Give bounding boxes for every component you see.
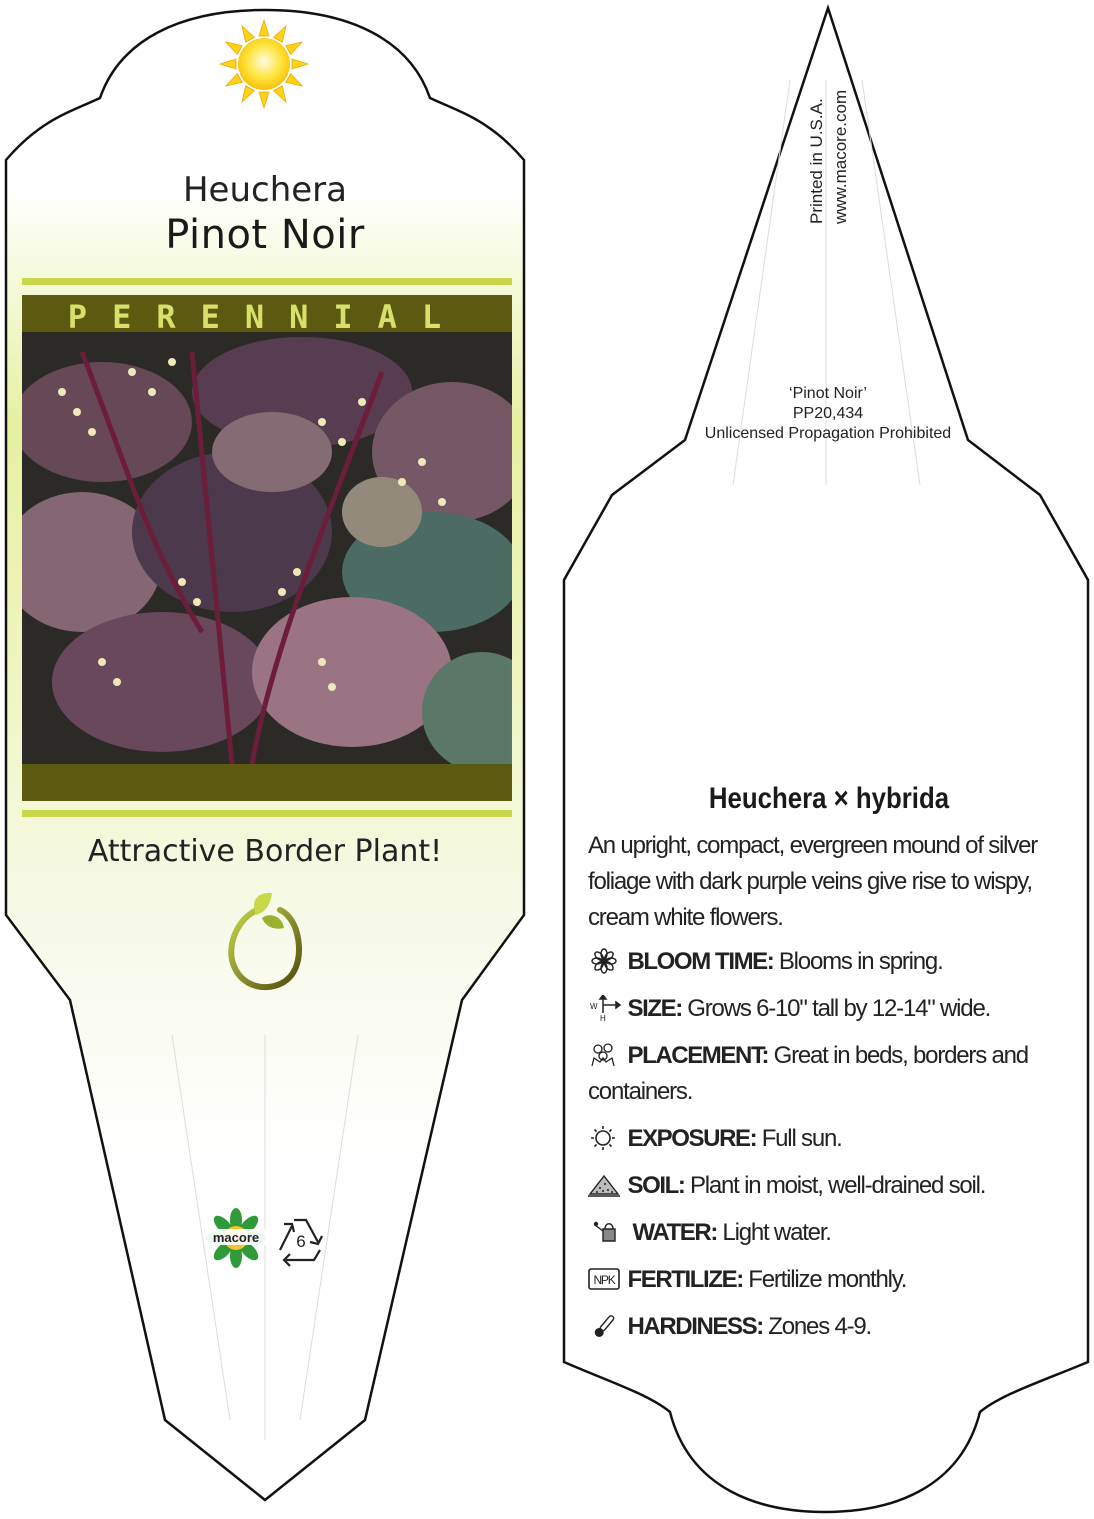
care-item-bloom-time bbox=[588, 944, 1058, 980]
plant-description: An upright, compact, evergreen mound of silver foliage with dark purple veins give rise to wispy, cream white flowers. bbox=[588, 832, 1038, 931]
care-instructions bbox=[588, 944, 1058, 1356]
care-item-size bbox=[588, 991, 1058, 1027]
care-label: SOIL: bbox=[627, 1172, 685, 1199]
care-value: Full sun. bbox=[761, 1125, 842, 1152]
svg-text:NPK: NPK bbox=[593, 1273, 615, 1287]
thermometer-icon bbox=[588, 1313, 622, 1339]
care-label: SIZE: bbox=[627, 995, 682, 1022]
care-value: Light water. bbox=[722, 1219, 831, 1246]
care-item-fertilize bbox=[588, 1262, 1058, 1298]
care-label: WATER: bbox=[632, 1219, 717, 1246]
patent-notice: Unlicensed Propagation Prohibited bbox=[704, 425, 952, 442]
care-label: PLACEMENT: bbox=[627, 1042, 769, 1069]
tagline: Attractive Border Plant! bbox=[87, 834, 443, 869]
soil-pile-icon bbox=[588, 1172, 622, 1198]
product-photo bbox=[22, 332, 512, 764]
svg-text:W: W bbox=[590, 1002, 597, 1011]
svg-text:H: H bbox=[600, 1014, 605, 1021]
care-value: Fertilize monthly. bbox=[748, 1266, 907, 1293]
printed-in: Printed in U.S.A. bbox=[807, 98, 826, 224]
care-item-water bbox=[588, 1215, 1058, 1251]
size-arrows-icon bbox=[588, 995, 622, 1021]
care-item-placement bbox=[588, 1038, 1058, 1110]
plant-category: PERENNIAL bbox=[67, 298, 467, 336]
photo-bottom-band bbox=[22, 764, 512, 801]
care-label: EXPOSURE: bbox=[627, 1125, 757, 1152]
watering-can-icon bbox=[593, 1219, 627, 1245]
patent-name: ‘Pinot Noir’ bbox=[789, 385, 867, 402]
recycle-code: 6 bbox=[296, 1232, 306, 1251]
plant-cultivar: Pinot Noir bbox=[165, 212, 365, 258]
care-value: Zones 4-9. bbox=[768, 1313, 872, 1340]
sun-outline-icon bbox=[588, 1125, 622, 1151]
care-item-soil bbox=[588, 1168, 1058, 1204]
website: www.macore.com bbox=[831, 89, 850, 224]
flower-icon bbox=[588, 948, 622, 974]
botanical-name: Heuchera × hybrida bbox=[708, 782, 950, 815]
care-label: FERTILIZE: bbox=[627, 1266, 743, 1293]
flower-bed-icon bbox=[588, 1042, 622, 1068]
care-value: Plant in moist, well-drained soil. bbox=[689, 1172, 986, 1199]
npk-icon bbox=[588, 1266, 622, 1292]
plant-genus: Heuchera bbox=[182, 170, 347, 210]
care-value: Great in beds, borders and containers. bbox=[588, 1042, 1028, 1105]
care-value: Grows 6-10" tall by 12-14" wide. bbox=[687, 995, 991, 1022]
care-item-hardiness bbox=[588, 1309, 1058, 1345]
lime-stripe bbox=[22, 278, 512, 285]
care-item-exposure bbox=[588, 1121, 1058, 1157]
lime-stripe bbox=[22, 810, 512, 817]
patent-block bbox=[640, 384, 1016, 444]
brand-name: macore bbox=[212, 1230, 260, 1245]
care-value: Blooms in spring. bbox=[778, 948, 943, 975]
patent-number: PP20,434 bbox=[792, 405, 864, 422]
care-label: BLOOM TIME: bbox=[627, 948, 774, 975]
care-label: HARDINESS: bbox=[627, 1313, 763, 1340]
